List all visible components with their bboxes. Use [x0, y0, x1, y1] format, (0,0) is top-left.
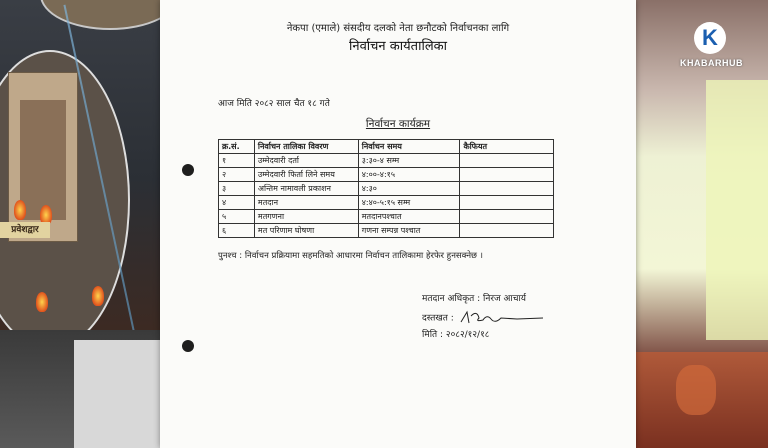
table-cell: १: [219, 154, 255, 168]
table-cell: [460, 154, 554, 168]
table-cell: उम्मेदवारी फिर्ता लिने समय: [254, 168, 358, 182]
background-patch: [676, 365, 716, 415]
table-cell: ४:००-४:१५: [358, 168, 460, 182]
table-header-cell: क्र.सं.: [219, 140, 255, 154]
table-cell: ३:३०-४ सम्म: [358, 154, 460, 168]
table-header-cell: निर्वाचन तालिका विवरण: [254, 140, 358, 154]
table-row: [219, 196, 554, 210]
document-heading-title: निर्वाचन कार्यतालिका: [349, 39, 447, 54]
table-row: [219, 182, 554, 196]
khabarhub-logo: [680, 22, 743, 68]
table-row: [219, 168, 554, 182]
table-row: [219, 210, 554, 224]
fire-flame: [92, 286, 104, 306]
document-date-line: आज मिति २०८२ साल चैत १८ गते: [218, 99, 330, 109]
signature-label: दस्तखत :: [422, 313, 454, 324]
signature-line: [422, 310, 547, 326]
table-cell: मत परिणाम घोषणा: [254, 224, 358, 238]
signature-scribble-icon: [457, 310, 547, 326]
table-cell: ३: [219, 182, 255, 196]
schedule-title: [160, 117, 636, 131]
polling-officer: मतदान अधिकृत : निरज आचार्य: [422, 294, 527, 304]
postscript-note: पुनश्च : निर्वाचन प्रक्रियामा सहमतिको आधारमा निर्वाचन तालिकामा हेरफेर हुनसक्नेछ ।: [218, 251, 483, 261]
building-sign: प्रवेशद्वार: [0, 222, 50, 238]
table-cell: [460, 168, 554, 182]
table-cell: ४: [219, 196, 255, 210]
schedule-title-text: निर्वाचन कार्यक्रम: [365, 118, 431, 130]
fire-flame: [14, 200, 26, 220]
table-cell: [460, 182, 554, 196]
table-cell: मतगणना: [254, 210, 358, 224]
table-cell: ४:३०: [358, 182, 460, 196]
table-cell: उम्मेदवारी दर्ता: [254, 154, 358, 168]
table-cell: ५: [219, 210, 255, 224]
table-cell: अन्तिम नामावली प्रकाशन: [254, 182, 358, 196]
signed-date: मिति : २०८२/१२/१८: [422, 330, 490, 340]
table-cell: [460, 224, 554, 238]
table-header-cell: निर्वाचन समय: [358, 140, 460, 154]
table-cell: ६: [219, 224, 255, 238]
logo-k-icon: K: [694, 22, 726, 54]
logo-text: KHABARHUB: [680, 58, 743, 68]
background-photo-left: [0, 0, 168, 448]
poster-swirl-top: [40, 0, 168, 30]
table-cell: [460, 210, 554, 224]
punch-hole: [182, 340, 194, 352]
document-page: [160, 0, 636, 448]
table-cell: गणना सम्पन्न पश्चात: [358, 224, 460, 238]
table-cell: [460, 196, 554, 210]
poster-panel: [74, 340, 164, 448]
table-row: [219, 154, 554, 168]
table-cell: ४:४०-५:१५ सम्म: [358, 196, 460, 210]
fire-flame: [36, 292, 48, 312]
punch-hole: [182, 164, 194, 176]
table-header-cell: कैफियत: [460, 140, 554, 154]
background-glow: [706, 80, 768, 340]
table-cell: २: [219, 168, 255, 182]
table-cell: मतदानपश्चात: [358, 210, 460, 224]
table-row: [219, 224, 554, 238]
document-heading-subtitle: नेकपा (एमाले) संसदीय दलको नेता छनौटको निर्वाचनका लागि: [286, 23, 510, 34]
schedule-table: [218, 139, 554, 238]
table-header-row: [219, 140, 554, 154]
building-window-block: [20, 100, 66, 220]
table-cell: मतदान: [254, 196, 358, 210]
